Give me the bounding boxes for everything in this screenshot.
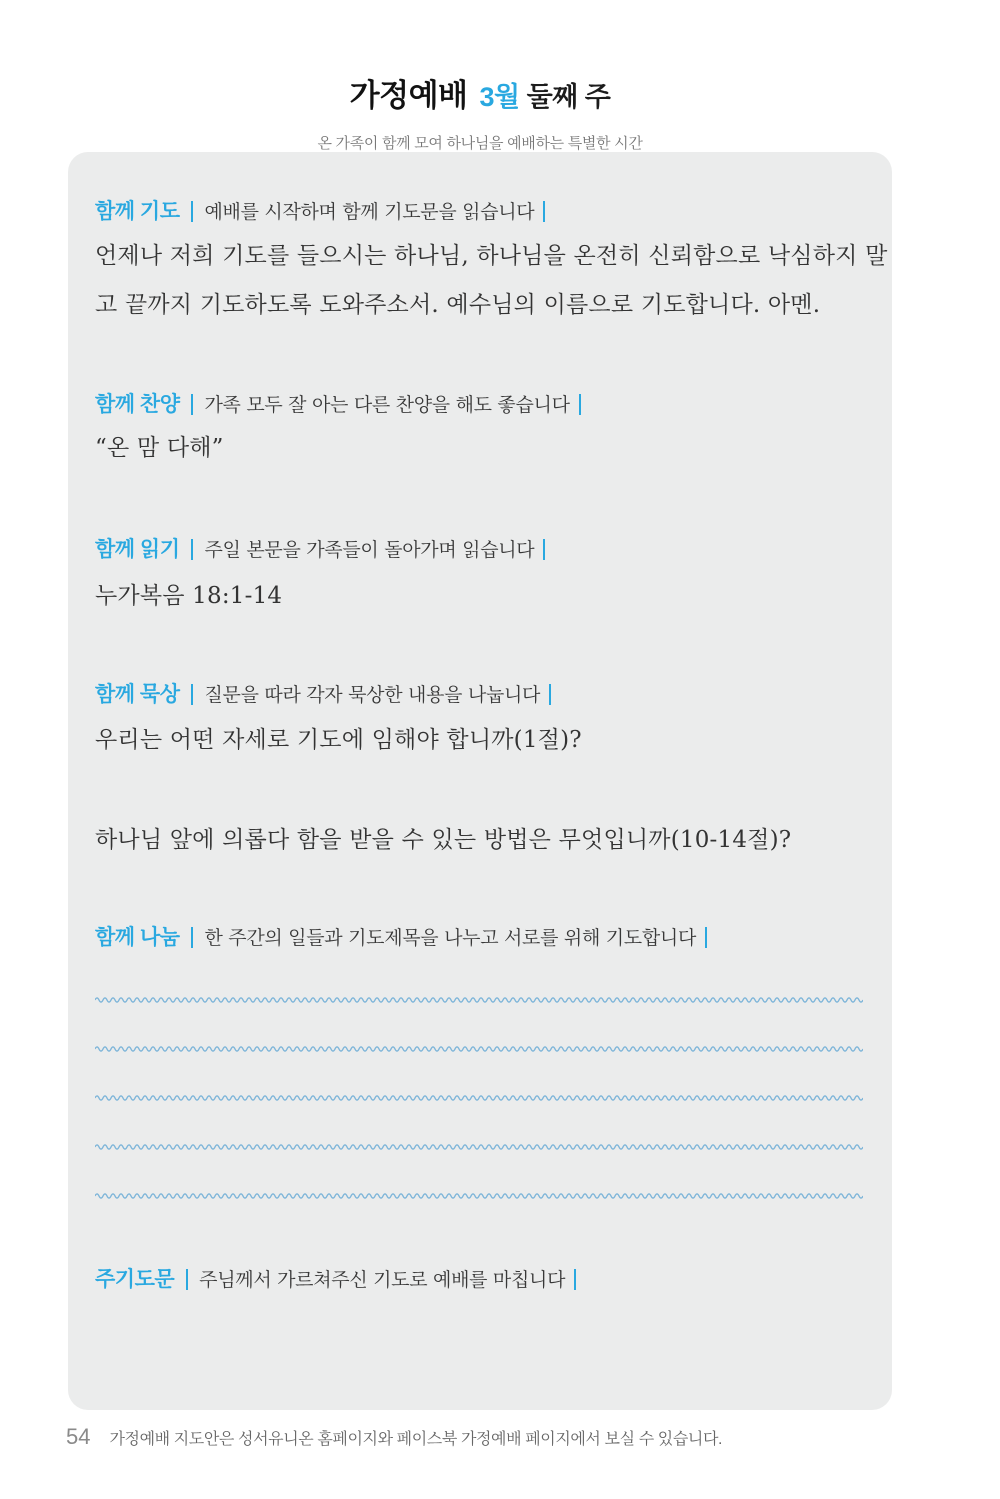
section-label: 함께 읽기 [95, 538, 180, 561]
title-month: 3월 [479, 82, 520, 112]
section-label: 함께 기도 [95, 200, 180, 223]
footer-note: 가정예배 지도안은 성서유니온 홈페이지와 페이스북 가정예배 페이지에서 보실 수 있습니다. [109, 1431, 723, 1448]
scripture-reference: 누가복음 18:1-14 [95, 583, 283, 609]
separator-bar [705, 927, 707, 948]
writing-line [95, 1044, 863, 1054]
separator-bar [191, 927, 193, 948]
worship-card [68, 152, 892, 1410]
section-description: 한 주간의 일들과 기도제목을 나누고 서로를 위해 기도합니다 [204, 927, 697, 949]
section-lords-prayer [95, 1263, 890, 1293]
prayer-text: 언제나 저희 기도를 들으시는 하나님, 하나님을 온전히 신뢰함으로 낙심하지 말고 끝까지 기도하도록 도와주소서. 예수님의 이름으로 기도합니다. 아멘. [95, 243, 888, 318]
section-description: 주일 본문을 가족들이 돌아가며 읽습니다 [204, 539, 535, 561]
writing-line [95, 1142, 863, 1152]
separator-bar [186, 1269, 188, 1290]
separator-bar [543, 539, 545, 560]
section-read-together [95, 533, 890, 563]
separator-bar [549, 684, 551, 705]
page-number: 54 [66, 1424, 91, 1449]
writing-line [95, 995, 863, 1005]
section-praise-together [95, 388, 890, 418]
title-main: 가정예배 [349, 78, 468, 113]
page-footer [66, 1424, 966, 1450]
separator-bar [543, 201, 545, 222]
section-description: 질문을 따라 각자 묵상한 내용을 나눕니다 [204, 684, 541, 706]
separator-bar [574, 1269, 576, 1290]
song-title: “온 맘 다해” [95, 435, 224, 461]
section-description: 주님께서 가르쳐주신 기도로 예배를 마칩니다 [199, 1269, 566, 1291]
section-meditate-together [95, 678, 890, 708]
page-title [68, 70, 892, 115]
writing-line [95, 1093, 863, 1103]
page-subtitle: 온 가족이 함께 모여 하나님을 예배하는 특별한 시간 [317, 135, 643, 152]
section-label: 함께 찬양 [95, 393, 180, 416]
separator-bar [191, 394, 193, 415]
question-1: 우리는 어떤 자세로 기도에 임해야 합니까(1절)? [95, 727, 582, 753]
section-label: 함께 나눔 [95, 926, 180, 949]
separator-bar [191, 539, 193, 560]
section-description: 예배를 시작하며 함께 기도문을 읽습니다 [204, 201, 535, 223]
separator-bar [191, 684, 193, 705]
title-week: 둘째 주 [526, 82, 611, 112]
page-header [68, 70, 892, 153]
question-2: 하나님 앞에 의롭다 함을 받을 수 있는 방법은 무엇입니까(10-14절)? [95, 827, 792, 853]
section-description: 가족 모두 잘 아는 다른 찬양을 해도 좋습니다 [204, 394, 570, 416]
section-label: 주기도문 [95, 1268, 175, 1291]
separator-bar [579, 394, 581, 415]
section-pray-together [95, 195, 890, 225]
separator-bar [191, 201, 193, 222]
section-share-together [95, 921, 890, 951]
writing-line [95, 1191, 863, 1201]
section-label: 함께 묵상 [95, 683, 180, 706]
